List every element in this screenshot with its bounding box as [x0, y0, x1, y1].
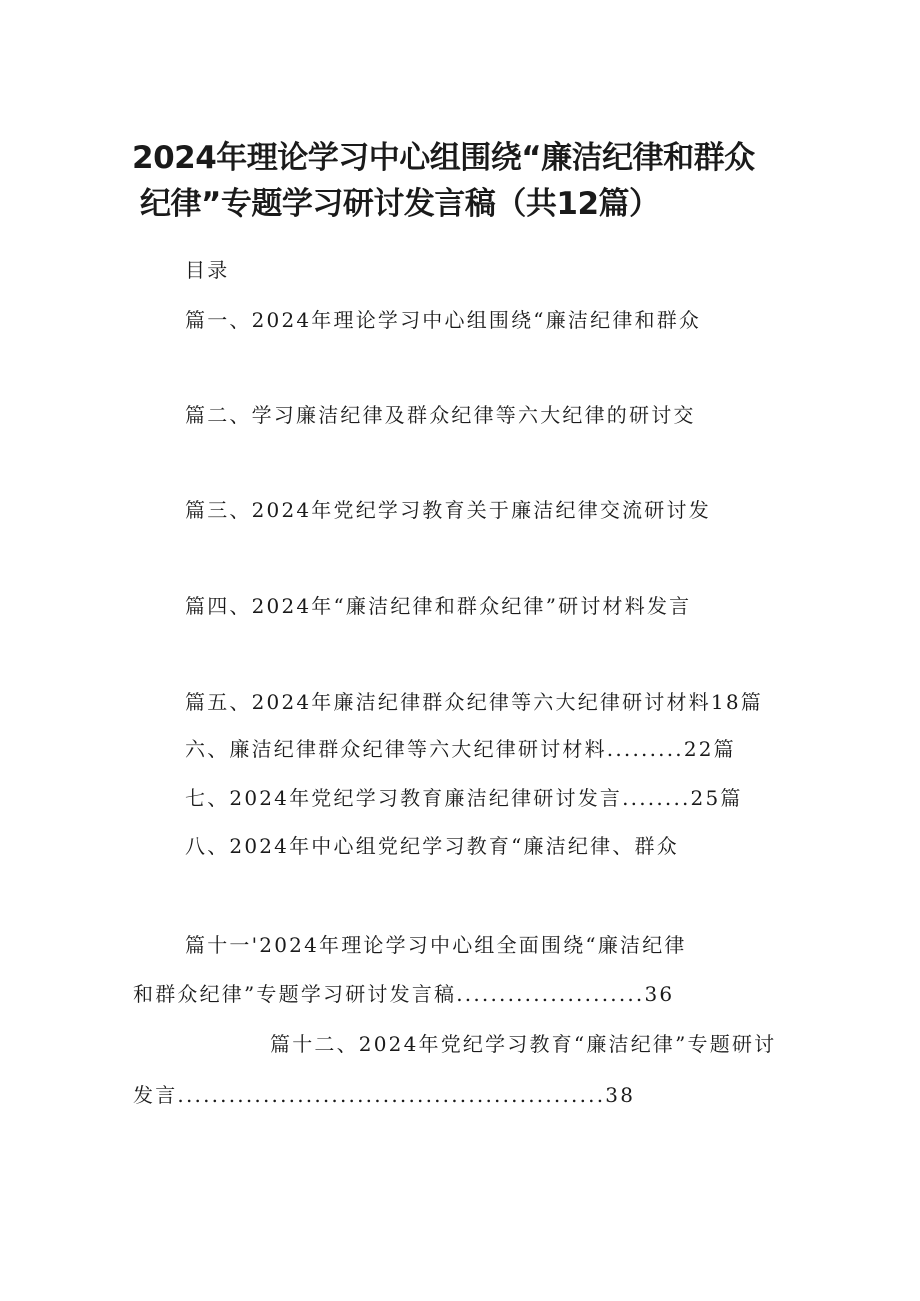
- toc-entry: 发言..................................................38: [133, 1083, 636, 1107]
- toc-entry: 八、2024年中心组党纪学习教育“廉洁纪律、群众: [185, 834, 679, 858]
- toc-entry: 七、2024年党纪学习教育廉洁纪律研讨发言........25篇: [185, 786, 743, 810]
- toc-entry: 篇四、2024年“廉洁纪律和群众纪律”研讨材料发言: [185, 594, 692, 618]
- toc-entry: 篇五、2024年廉洁纪律群众纪律等六大纪律研讨材料18篇: [185, 690, 763, 714]
- toc-entry: 篇二、学习廉洁纪律及群众纪律等六大纪律的研讨交: [185, 403, 696, 427]
- document-title-line-1: 2024年理论学习中心组围绕“廉洁纪律和群众: [132, 140, 755, 176]
- toc-entry: 篇一、2024年理论学习中心组围绕“廉洁纪律和群众: [185, 308, 702, 332]
- toc-entry: 篇十一'2024年理论学习中心组全面围绕“廉洁纪律: [185, 933, 687, 957]
- toc-entry: 和群众纪律”专题学习研讨发言稿......................36: [133, 982, 675, 1006]
- toc-entry: 六、廉洁纪律群众纪律等六大纪律研讨材料.........22篇: [185, 737, 736, 761]
- toc-heading: 目录: [185, 258, 230, 282]
- document-title-line-2: 纪律”专题学习研讨发言稿（共12篇）: [140, 186, 660, 222]
- toc-entry: 篇三、2024年党纪学习教育关于廉洁纪律交流研讨发: [185, 498, 711, 522]
- toc-entry: 篇十二、2024年党纪学习教育“廉洁纪律”专题研讨: [270, 1032, 777, 1056]
